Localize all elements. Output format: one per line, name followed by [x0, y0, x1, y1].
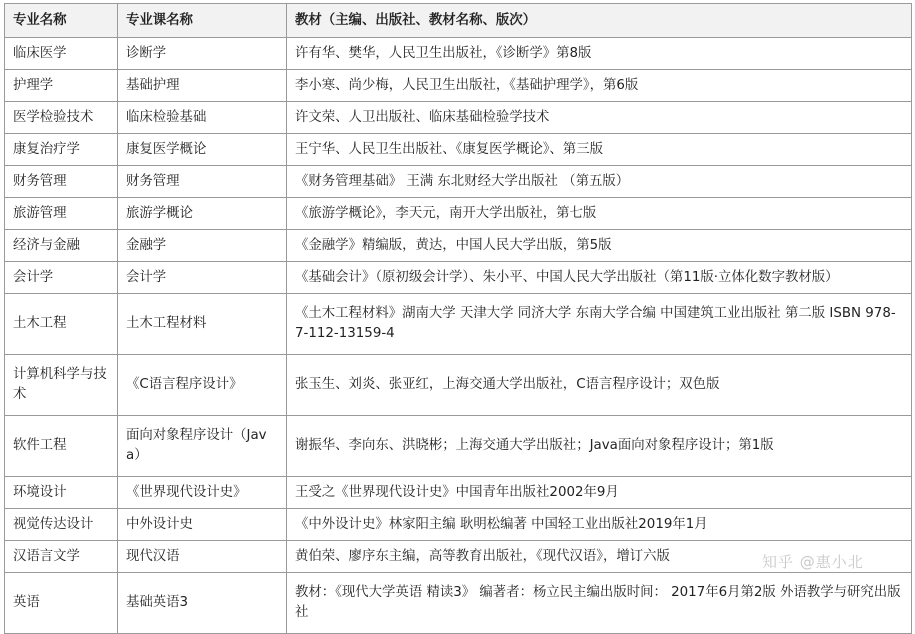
- cell-course: 中外设计史: [118, 509, 287, 541]
- table-row: [5, 262, 912, 294]
- watermark: 知乎 @惠小北: [762, 553, 864, 571]
- cell-major: 计算机科学与技术: [5, 355, 118, 416]
- textbook-table: [4, 3, 912, 634]
- cell-textbook: 张玉生、刘炎、张亚红，上海交通大学出版社，C语言程序设计；双色版: [287, 355, 912, 416]
- table-row: [5, 573, 912, 634]
- cell-major: 旅游管理: [5, 198, 118, 230]
- cell-course: 临床检验基础: [118, 102, 287, 134]
- cell-major: 护理学: [5, 70, 118, 102]
- cell-major: 会计学: [5, 262, 118, 294]
- cell-textbook: 许文荣、人卫出版社、临床基础检验学技术: [287, 102, 912, 134]
- cell-textbook: 王宁华、人民卫生出版社、《康复医学概论》、第三版: [287, 134, 912, 166]
- cell-textbook: 谢振华、李向东、洪晓彬；上海交通大学出版社；Java面向对象程序设计；第1版: [287, 416, 912, 477]
- cell-major: 汉语言文学: [5, 541, 118, 573]
- cell-textbook: 《土木工程材料》湖南大学 天津大学 同济大学 东南大学合编 中国建筑工业出版社 第二版 ISBN 978-7-112-13159-4: [287, 294, 912, 355]
- cell-course: 金融学: [118, 230, 287, 262]
- header-row: [5, 4, 912, 38]
- table-row: [5, 70, 912, 102]
- table-row: [5, 102, 912, 134]
- cell-major: 临床医学: [5, 38, 118, 70]
- cell-course: 面向对象程序设计（Java）: [118, 416, 287, 477]
- cell-textbook: 《金融学》精编版，黄达，中国人民大学出版，第5版: [287, 230, 912, 262]
- header-course: 专业课名称: [118, 4, 287, 38]
- cell-major: 视觉传达设计: [5, 509, 118, 541]
- cell-major: 英语: [5, 573, 118, 634]
- cell-course: 财务管理: [118, 166, 287, 198]
- cell-course: 《世界现代设计史》: [118, 477, 287, 509]
- cell-textbook: 《基础会计》（原初级会计学）、朱小平、中国人民大学出版社（第11版·立体化数字教材版）: [287, 262, 912, 294]
- cell-course: 现代汉语: [118, 541, 287, 573]
- table-row: [5, 294, 912, 355]
- cell-textbook: 李小寒、尚少梅，人民卫生出版社，《基础护理学》，第6版: [287, 70, 912, 102]
- cell-course: 《C语言程序设计》: [118, 355, 287, 416]
- cell-major: 土木工程: [5, 294, 118, 355]
- table-row: [5, 230, 912, 262]
- table-row: [5, 38, 912, 70]
- table-body: [5, 38, 912, 634]
- cell-textbook: 《旅游学概论》，李天元，南开大学出版社，第七版: [287, 198, 912, 230]
- table-row: [5, 509, 912, 541]
- table-header: [5, 4, 912, 38]
- table-row: [5, 134, 912, 166]
- cell-course: 康复医学概论: [118, 134, 287, 166]
- cell-course: 基础护理: [118, 70, 287, 102]
- cell-major: 康复治疗学: [5, 134, 118, 166]
- cell-textbook: 教材：《现代大学英语 精读3》 编著者：杨立民主编出版时间： 2017年6月第2版 外语教学与研究出版社: [287, 573, 912, 634]
- cell-course: 土木工程材料: [118, 294, 287, 355]
- cell-textbook: 《中外设计史》林家阳主编 耿明松编著 中国轻工业出版社2019年1月: [287, 509, 912, 541]
- cell-course: 诊断学: [118, 38, 287, 70]
- cell-textbook: 王受之《世界现代设计史》中国青年出版社2002年9月: [287, 477, 912, 509]
- cell-course: 旅游学概论: [118, 198, 287, 230]
- cell-textbook: 《财务管理基础》 王满 东北财经大学出版社 （第五版）: [287, 166, 912, 198]
- cell-major: 经济与金融: [5, 230, 118, 262]
- cell-major: 软件工程: [5, 416, 118, 477]
- header-textbook: 教材（主编、出版社、教材名称、版次）: [287, 4, 912, 38]
- cell-major: 财务管理: [5, 166, 118, 198]
- table-row: [5, 477, 912, 509]
- header-major: 专业名称: [5, 4, 118, 38]
- cell-course: 会计学: [118, 262, 287, 294]
- cell-course: 基础英语3: [118, 573, 287, 634]
- table-row: [5, 416, 912, 477]
- cell-major: 医学检验技术: [5, 102, 118, 134]
- table-row: [5, 198, 912, 230]
- cell-major: 环境设计: [5, 477, 118, 509]
- cell-textbook: 黄伯荣、廖序东主编，高等教育出版社，《现代汉语》，增订六版: [287, 541, 912, 573]
- table-row: [5, 166, 912, 198]
- cell-textbook: 许有华、樊华，人民卫生出版社，《诊断学》第8版: [287, 38, 912, 70]
- table-row: [5, 355, 912, 416]
- table-row: [5, 541, 912, 573]
